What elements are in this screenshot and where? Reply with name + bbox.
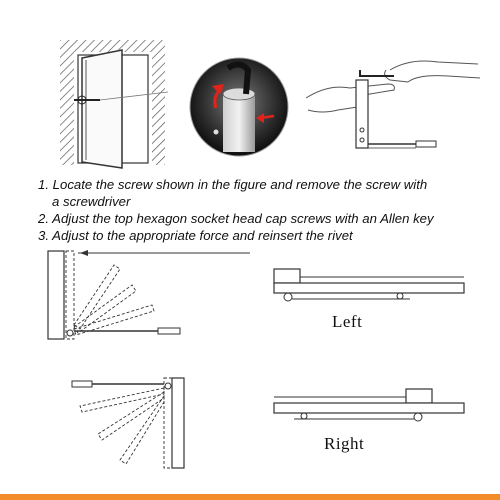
closeup-circle-photo: [188, 56, 290, 158]
label-left: Left: [332, 312, 363, 331]
hand-with-allen-key: [298, 40, 483, 160]
instruction-step-1: 1. Locate the screw shown in the figure and remove the screw with: [38, 177, 428, 192]
swing-diagram-right-bottom: [68, 372, 198, 472]
instruction-list: [38, 176, 488, 244]
swing-diagram-left-top: [40, 245, 260, 345]
door-illustration: [60, 40, 170, 170]
label-right: Right: [324, 434, 365, 453]
closer-left-diagram: [270, 265, 470, 310]
accent-bottom-bar: [0, 494, 500, 500]
closer-right-diagram: [270, 385, 470, 425]
instruction-step-2: 2. Adjust the top hexagon socket head cap screws with an Allen key: [38, 211, 434, 226]
instruction-step-1-continued: a screwdriver: [52, 194, 131, 209]
instruction-step-3: 3. Adjust to the appropriate force and reinsert the rivet: [38, 228, 353, 243]
